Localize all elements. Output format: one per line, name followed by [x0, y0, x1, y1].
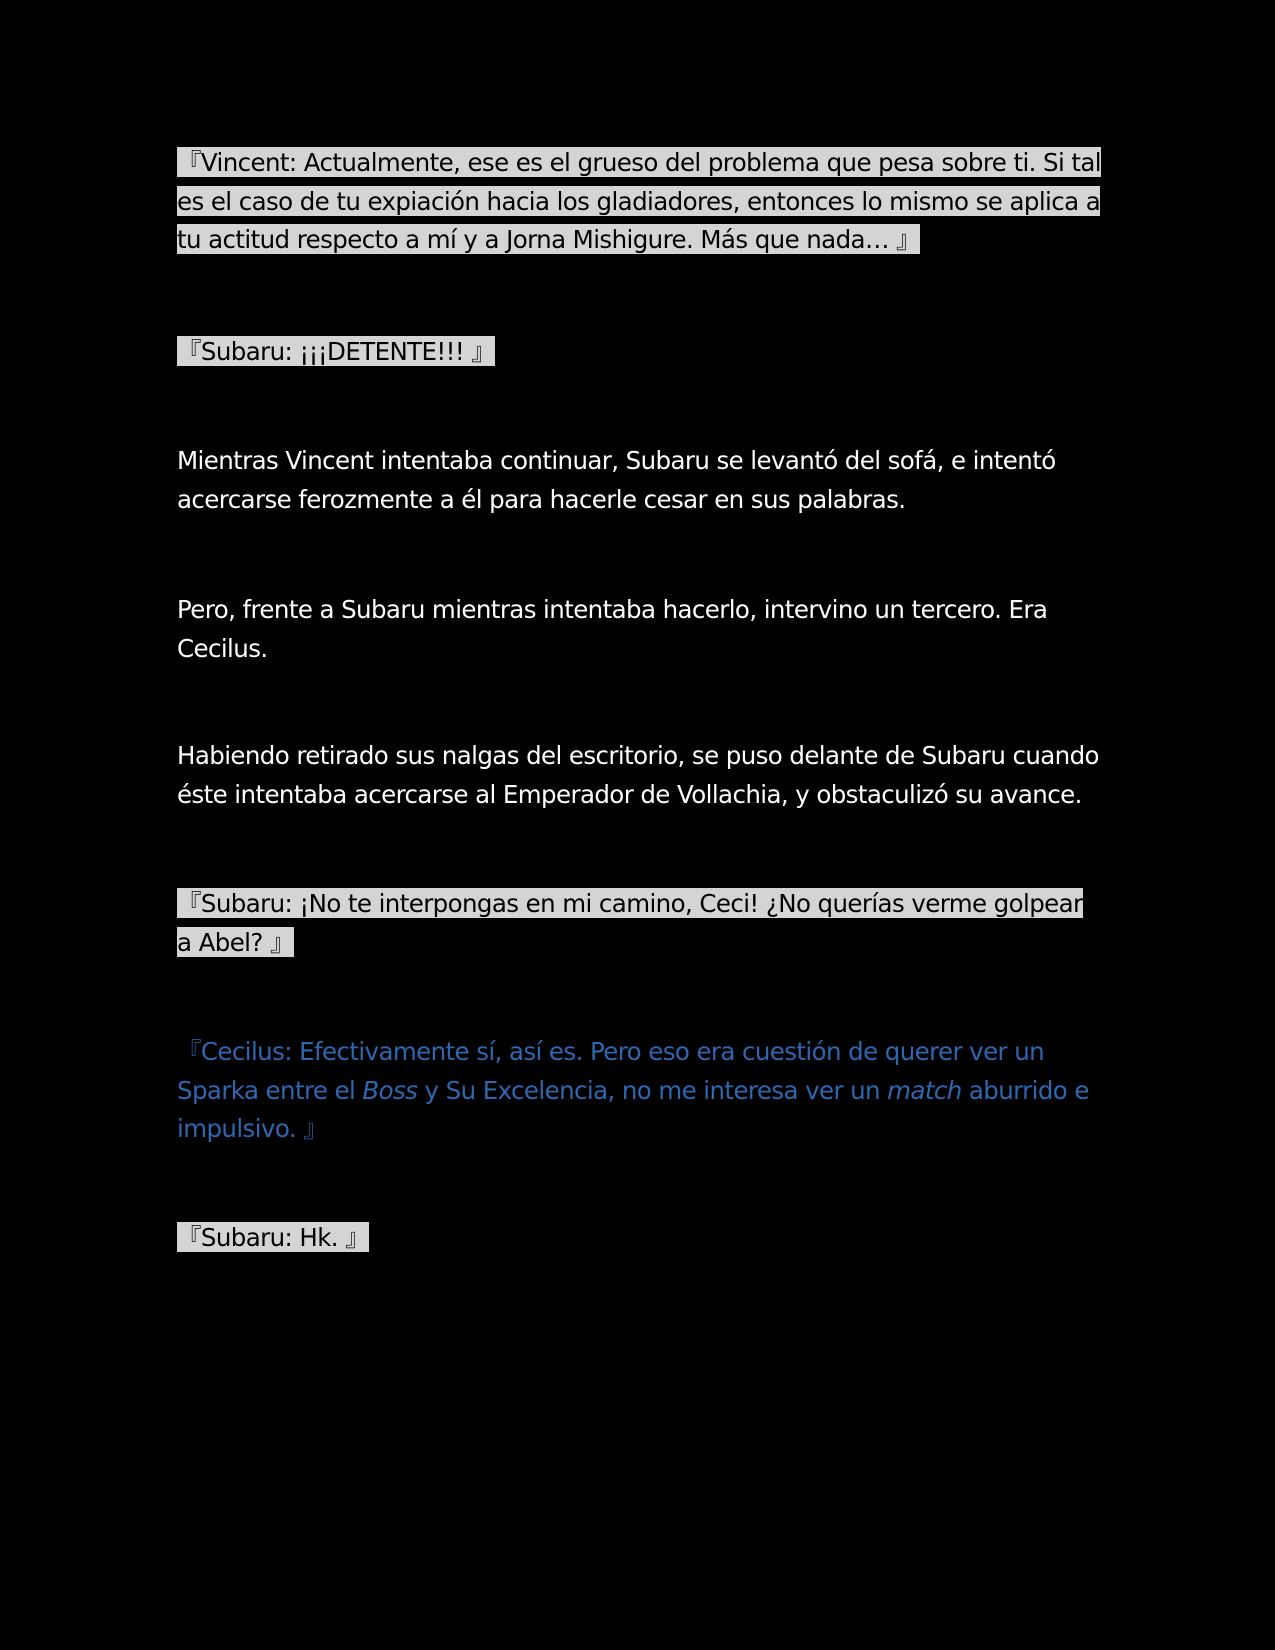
- dialogue-vincent: [177, 144, 1102, 260]
- narration-paragraph-3: Habiendo retirado sus nalgas del escritorio, se puso delante de Subaru cuando éste intentaba acercarse al Emperador de Vollachia, y obstaculizó su avance.: [177, 741, 1099, 809]
- paragraph-spacer: [177, 371, 1102, 442]
- highlighted-text: 『Subaru: ¡No te interpongas en mi camino, Ceci! ¿No querías verme golpear a Abel? 』: [177, 889, 1083, 957]
- cecilus-italic-boss: Boss: [362, 1075, 418, 1105]
- dialogue-subaru-ceci: [177, 885, 1102, 962]
- cecilus-text-part-2: y Su Excelencia, no me interesa ver un: [417, 1075, 888, 1105]
- dialogue-subaru-hk: [177, 1219, 1102, 1258]
- paragraph-spacer: [177, 668, 1102, 737]
- cecilus-text-part-1: 『Cecilus: Efectivamente sí, así es. Pero eso era cuestión de querer ver un Sparka entre el: [177, 1037, 1045, 1105]
- dialogue-subaru-detente: [177, 333, 1102, 372]
- highlighted-text: 『Subaru: ¡¡¡DETENTE!!! 』: [177, 336, 496, 366]
- paragraph-spacer: [177, 814, 1102, 885]
- dialogue-cecilus: [177, 1033, 1102, 1149]
- narration-paragraph-1: Mientras Vincent intentaba continuar, Subaru se levantó del sofá, e intentó acercarse ferozmente a él para hacerle cesar en sus palabras.: [177, 446, 1056, 514]
- cecilus-text-part-3: aburrido e impulsivo. 』: [177, 1075, 1089, 1143]
- paragraph-spacer: [177, 962, 1102, 1033]
- narration-paragraph-2: Pero, frente a Subaru mientras intentaba hacerlo, intervino un tercero. Era Cecilus.: [177, 595, 1048, 663]
- document-page: [177, 144, 1102, 1257]
- highlighted-text: 『Subaru: Hk. 』: [177, 1222, 370, 1252]
- paragraph-spacer: [177, 260, 1102, 333]
- cecilus-italic-match: match: [887, 1075, 962, 1105]
- paragraph-spacer: [177, 519, 1102, 591]
- highlighted-text: 『Vincent: Actualmente, ese es el grueso del problema que pesa sobre ti. Si tal es el caso de tu expiación hacia los gladiadores, entonces lo mismo se aplica a tu actitud respecto a mí y a Jorna Mishigure. Más que nada… 』: [177, 148, 1102, 254]
- paragraph-spacer: [177, 1149, 1102, 1219]
